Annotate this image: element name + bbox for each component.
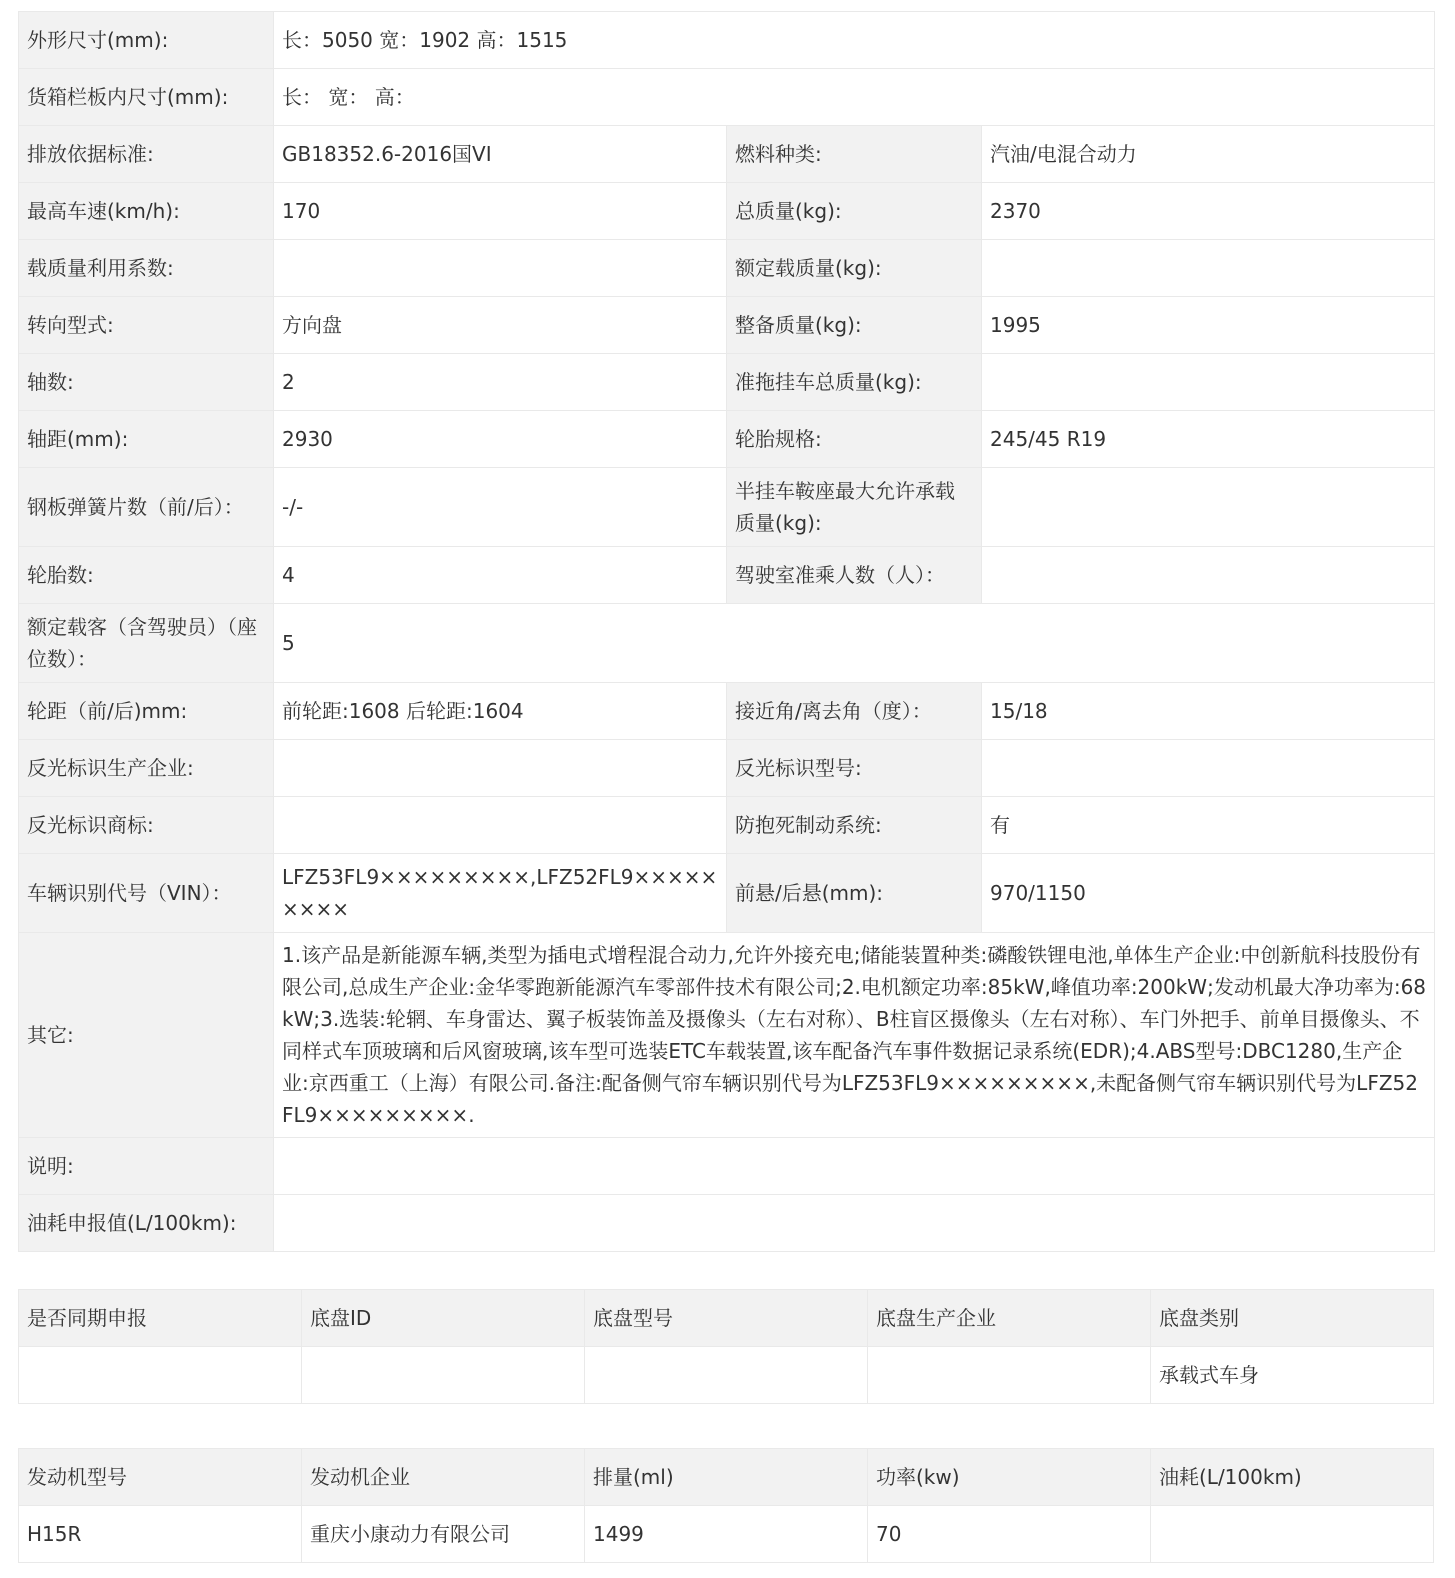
spec-row [19, 468, 1435, 547]
table-cell [868, 1347, 1151, 1404]
table-row [19, 1506, 1434, 1563]
table-cell: 1499 [585, 1506, 868, 1563]
column-header: 底盘生产企业 [868, 1290, 1151, 1347]
spec-row [19, 1138, 1435, 1195]
table-header-row [19, 1449, 1434, 1506]
column-header: 底盘类别 [1151, 1290, 1434, 1347]
spec-label: 额定载质量(kg): [727, 240, 982, 297]
spec-row [19, 12, 1435, 69]
column-header: 油耗(L/100km) [1151, 1449, 1434, 1506]
spec-value [982, 740, 1435, 797]
spec-label: 排放依据标准: [19, 126, 274, 183]
vehicle-spec-table [18, 11, 1435, 1252]
spec-value: 970/1150 [982, 854, 1435, 933]
spec-value: 有 [982, 797, 1435, 854]
table-cell [1151, 1506, 1434, 1563]
table-cell: 70 [868, 1506, 1151, 1563]
spec-row [19, 933, 1435, 1138]
spec-value: GB18352.6-2016国VI [274, 126, 727, 183]
spec-label: 外形尺寸(mm): [19, 12, 274, 69]
spec-row [19, 126, 1435, 183]
spec-label: 燃料种类: [727, 126, 982, 183]
spec-row [19, 604, 1435, 683]
table-cell: 承载式车身 [1151, 1347, 1434, 1404]
spec-value [274, 797, 727, 854]
spec-label: 轴距(mm): [19, 411, 274, 468]
spec-row [19, 183, 1435, 240]
column-header: 发动机企业 [302, 1449, 585, 1506]
spec-value [982, 354, 1435, 411]
table-cell: 重庆小康动力有限公司 [302, 1506, 585, 1563]
table-cell [19, 1347, 302, 1404]
spec-label: 前悬/后悬(mm): [727, 854, 982, 933]
spec-value [274, 1195, 1435, 1252]
spec-label: 额定载客（含驾驶员）（座位数）： [19, 604, 274, 683]
spec-value [274, 740, 727, 797]
spec-row [19, 740, 1435, 797]
spec-label: 反光标识生产企业: [19, 740, 274, 797]
spec-value: 170 [274, 183, 727, 240]
spec-value [982, 240, 1435, 297]
spec-label: 轮距（前/后)mm: [19, 683, 274, 740]
spec-label: 驾驶室准乘人数（人）： [727, 547, 982, 604]
spec-row [19, 240, 1435, 297]
spec-value: 1.该产品是新能源车辆,类型为插电式增程混合动力,允许外接充电;储能装置种类:磷酸铁锂电池,单体生产企业:中创新航科技股份有限公司,总成生产企业:金华零跑新能源汽车零部件技术有限公司;2.电机额定功率:85kW,峰值功率:200kW;发动机最大净功率为:68kW;3.选装:轮辋、车身雷达、翼子板装饰盖及摄像头（左右对称）、B柱盲区摄像头（左右对称）、车门外把手、前单目摄像头、不同样式车顶玻璃和后风窗玻璃,该车型可选装ETC车载装置,该车配备汽车事件数据记录系统(EDR);4.ABS型号:DBC1280,生产企业:京西重工（上海）有限公司.备注:配备侧气帘车辆识别代号为LFZ53FL9×××××××××,未配备侧气帘车辆识别代号为LFZ52FL9×××××××××. [274, 933, 1435, 1138]
spec-value: 汽油/电混合动力 [982, 126, 1435, 183]
spec-label: 轮胎规格: [727, 411, 982, 468]
table-header-row [19, 1290, 1434, 1347]
spec-row [19, 683, 1435, 740]
column-header: 发动机型号 [19, 1449, 302, 1506]
spec-label: 轮胎数: [19, 547, 274, 604]
spec-value [274, 240, 727, 297]
column-header: 底盘ID [302, 1290, 585, 1347]
spec-label: 说明: [19, 1138, 274, 1195]
spec-label: 钢板弹簧片数（前/后）： [19, 468, 274, 547]
table-cell [302, 1347, 585, 1404]
spec-value: 长： 宽： 高： [274, 69, 1435, 126]
table-cell: H15R [19, 1506, 302, 1563]
column-header: 功率(kw) [868, 1449, 1151, 1506]
spec-value: 2 [274, 354, 727, 411]
spec-value: 1995 [982, 297, 1435, 354]
chassis-table [18, 1289, 1434, 1404]
spec-value: 前轮距:1608 后轮距:1604 [274, 683, 727, 740]
spec-label: 载质量利用系数: [19, 240, 274, 297]
spec-label: 油耗申报值(L/100km): [19, 1195, 274, 1252]
spec-row [19, 547, 1435, 604]
spec-label: 转向型式: [19, 297, 274, 354]
spec-label: 整备质量(kg): [727, 297, 982, 354]
spec-value: 方向盘 [274, 297, 727, 354]
spec-label: 其它: [19, 933, 274, 1138]
spec-label: 货箱栏板内尺寸(mm): [19, 69, 274, 126]
spec-label: 半挂车鞍座最大允许承载质量(kg): [727, 468, 982, 547]
spec-value: 4 [274, 547, 727, 604]
table-row [19, 1347, 1434, 1404]
spec-value: 长：5050 宽：1902 高：1515 [274, 12, 1435, 69]
spec-label: 轴数: [19, 354, 274, 411]
column-header: 是否同期申报 [19, 1290, 302, 1347]
spec-value: 15/18 [982, 683, 1435, 740]
column-header: 底盘型号 [585, 1290, 868, 1347]
spec-row [19, 1195, 1435, 1252]
spec-label: 接近角/离去角（度）： [727, 683, 982, 740]
spec-row [19, 69, 1435, 126]
spec-row [19, 354, 1435, 411]
spec-label: 反光标识商标: [19, 797, 274, 854]
spec-label: 总质量(kg): [727, 183, 982, 240]
spec-value [982, 547, 1435, 604]
spec-value: LFZ53FL9×××××××××,LFZ52FL9××××××××× [274, 854, 727, 933]
spec-value [982, 468, 1435, 547]
spec-label: 最高车速(km/h): [19, 183, 274, 240]
spec-label: 防抱死制动系统: [727, 797, 982, 854]
spec-value: -/- [274, 468, 727, 547]
engine-table [18, 1448, 1434, 1563]
spec-label: 准拖挂车总质量(kg): [727, 354, 982, 411]
spec-value: 2930 [274, 411, 727, 468]
spec-label: 反光标识型号: [727, 740, 982, 797]
spec-row [19, 411, 1435, 468]
table-cell [585, 1347, 868, 1404]
spec-row [19, 797, 1435, 854]
spec-label: 车辆识别代号（VIN）： [19, 854, 274, 933]
column-header: 排量(ml) [585, 1449, 868, 1506]
spec-row [19, 854, 1435, 933]
spec-value: 2370 [982, 183, 1435, 240]
spec-value: 5 [274, 604, 1435, 683]
spec-value: 245/45 R19 [982, 411, 1435, 468]
spec-value [274, 1138, 1435, 1195]
spec-row [19, 297, 1435, 354]
